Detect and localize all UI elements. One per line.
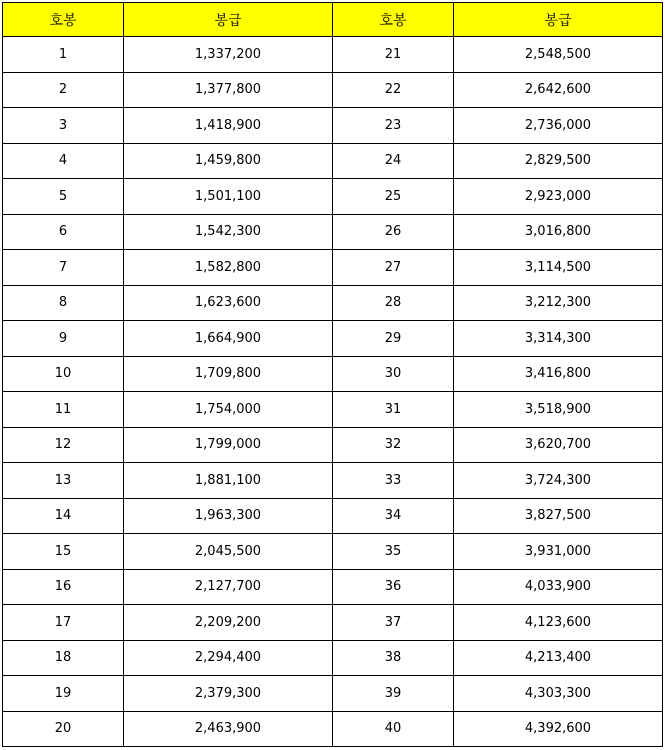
table-body xyxy=(3,37,663,747)
header-grade-right: 호봉 xyxy=(333,3,454,37)
pay-cell-left: 2,045,500 xyxy=(124,534,333,570)
table-row xyxy=(3,214,663,250)
grade-cell-left: 9 xyxy=(3,321,124,357)
pay-cell-left: 2,379,300 xyxy=(124,676,333,712)
grade-cell-left: 19 xyxy=(3,676,124,712)
pay-cell-left: 1,881,100 xyxy=(124,463,333,499)
grade-cell-right: 31 xyxy=(333,392,454,428)
pay-cell-left: 2,127,700 xyxy=(124,569,333,605)
grade-cell-left: 15 xyxy=(3,534,124,570)
table-row xyxy=(3,108,663,144)
grade-cell-right: 21 xyxy=(333,37,454,73)
grade-cell-left: 11 xyxy=(3,392,124,428)
pay-cell-left: 1,963,300 xyxy=(124,498,333,534)
grade-cell-right: 32 xyxy=(333,427,454,463)
grade-cell-left: 10 xyxy=(3,356,124,392)
grade-cell-right: 36 xyxy=(333,569,454,605)
pay-cell-left: 1,799,000 xyxy=(124,427,333,463)
grade-cell-right: 22 xyxy=(333,72,454,108)
table-row xyxy=(3,676,663,712)
pay-cell-left: 1,542,300 xyxy=(124,214,333,250)
pay-cell-right: 3,314,300 xyxy=(454,321,663,357)
grade-cell-left: 17 xyxy=(3,605,124,641)
pay-cell-left: 2,463,900 xyxy=(124,711,333,747)
pay-cell-left: 1,623,600 xyxy=(124,285,333,321)
grade-cell-right: 28 xyxy=(333,285,454,321)
pay-cell-right: 3,212,300 xyxy=(454,285,663,321)
pay-cell-right: 2,642,600 xyxy=(454,72,663,108)
grade-cell-left: 5 xyxy=(3,179,124,215)
pay-cell-left: 2,209,200 xyxy=(124,605,333,641)
grade-cell-left: 2 xyxy=(3,72,124,108)
grade-cell-left: 8 xyxy=(3,285,124,321)
grade-cell-left: 3 xyxy=(3,108,124,144)
table-row xyxy=(3,356,663,392)
grade-cell-right: 38 xyxy=(333,640,454,676)
pay-cell-right: 3,416,800 xyxy=(454,356,663,392)
pay-cell-left: 1,377,800 xyxy=(124,72,333,108)
header-row xyxy=(3,3,663,37)
pay-cell-right: 3,827,500 xyxy=(454,498,663,534)
pay-cell-right: 3,724,300 xyxy=(454,463,663,499)
grade-cell-right: 29 xyxy=(333,321,454,357)
table-row xyxy=(3,143,663,179)
grade-cell-left: 16 xyxy=(3,569,124,605)
header-pay-left: 봉급 xyxy=(124,3,333,37)
table-row xyxy=(3,427,663,463)
grade-cell-left: 14 xyxy=(3,498,124,534)
pay-cell-right: 3,620,700 xyxy=(454,427,663,463)
grade-cell-right: 40 xyxy=(333,711,454,747)
salary-grade-table xyxy=(2,2,663,747)
pay-cell-left: 1,501,100 xyxy=(124,179,333,215)
pay-cell-left: 2,294,400 xyxy=(124,640,333,676)
grade-cell-right: 34 xyxy=(333,498,454,534)
pay-cell-right: 2,736,000 xyxy=(454,108,663,144)
table-row xyxy=(3,285,663,321)
grade-cell-right: 26 xyxy=(333,214,454,250)
grade-cell-left: 18 xyxy=(3,640,124,676)
table-row xyxy=(3,605,663,641)
table-row xyxy=(3,72,663,108)
grade-cell-right: 23 xyxy=(333,108,454,144)
table-row xyxy=(3,179,663,215)
grade-cell-left: 20 xyxy=(3,711,124,747)
pay-cell-left: 1,582,800 xyxy=(124,250,333,286)
grade-cell-right: 30 xyxy=(333,356,454,392)
table-row xyxy=(3,640,663,676)
table-row xyxy=(3,37,663,73)
grade-cell-left: 4 xyxy=(3,143,124,179)
pay-cell-right: 4,033,900 xyxy=(454,569,663,605)
pay-cell-right: 2,923,000 xyxy=(454,179,663,215)
table-row xyxy=(3,463,663,499)
grade-cell-right: 24 xyxy=(333,143,454,179)
grade-cell-right: 25 xyxy=(333,179,454,215)
pay-cell-right: 4,123,600 xyxy=(454,605,663,641)
pay-cell-right: 4,213,400 xyxy=(454,640,663,676)
table-header xyxy=(3,3,663,37)
grade-cell-left: 6 xyxy=(3,214,124,250)
table-row xyxy=(3,498,663,534)
pay-cell-right: 2,548,500 xyxy=(454,37,663,73)
pay-cell-right: 2,829,500 xyxy=(454,143,663,179)
pay-cell-left: 1,664,900 xyxy=(124,321,333,357)
grade-cell-right: 27 xyxy=(333,250,454,286)
pay-cell-left: 1,418,900 xyxy=(124,108,333,144)
grade-cell-left: 7 xyxy=(3,250,124,286)
table-row xyxy=(3,250,663,286)
header-pay-right: 봉급 xyxy=(454,3,663,37)
table-row xyxy=(3,711,663,747)
pay-cell-left: 1,459,800 xyxy=(124,143,333,179)
grade-cell-right: 35 xyxy=(333,534,454,570)
table-row xyxy=(3,569,663,605)
grade-cell-left: 13 xyxy=(3,463,124,499)
pay-cell-right: 4,392,600 xyxy=(454,711,663,747)
grade-cell-left: 1 xyxy=(3,37,124,73)
grade-cell-right: 39 xyxy=(333,676,454,712)
pay-cell-left: 1,754,000 xyxy=(124,392,333,428)
pay-cell-right: 3,114,500 xyxy=(454,250,663,286)
grade-cell-left: 12 xyxy=(3,427,124,463)
grade-cell-right: 37 xyxy=(333,605,454,641)
grade-cell-right: 33 xyxy=(333,463,454,499)
table-row xyxy=(3,392,663,428)
pay-cell-left: 1,337,200 xyxy=(124,37,333,73)
table-row xyxy=(3,534,663,570)
table-row xyxy=(3,321,663,357)
pay-cell-right: 3,931,000 xyxy=(454,534,663,570)
pay-cell-right: 3,016,800 xyxy=(454,214,663,250)
pay-cell-right: 3,518,900 xyxy=(454,392,663,428)
header-grade-left: 호봉 xyxy=(3,3,124,37)
pay-cell-right: 4,303,300 xyxy=(454,676,663,712)
pay-cell-left: 1,709,800 xyxy=(124,356,333,392)
